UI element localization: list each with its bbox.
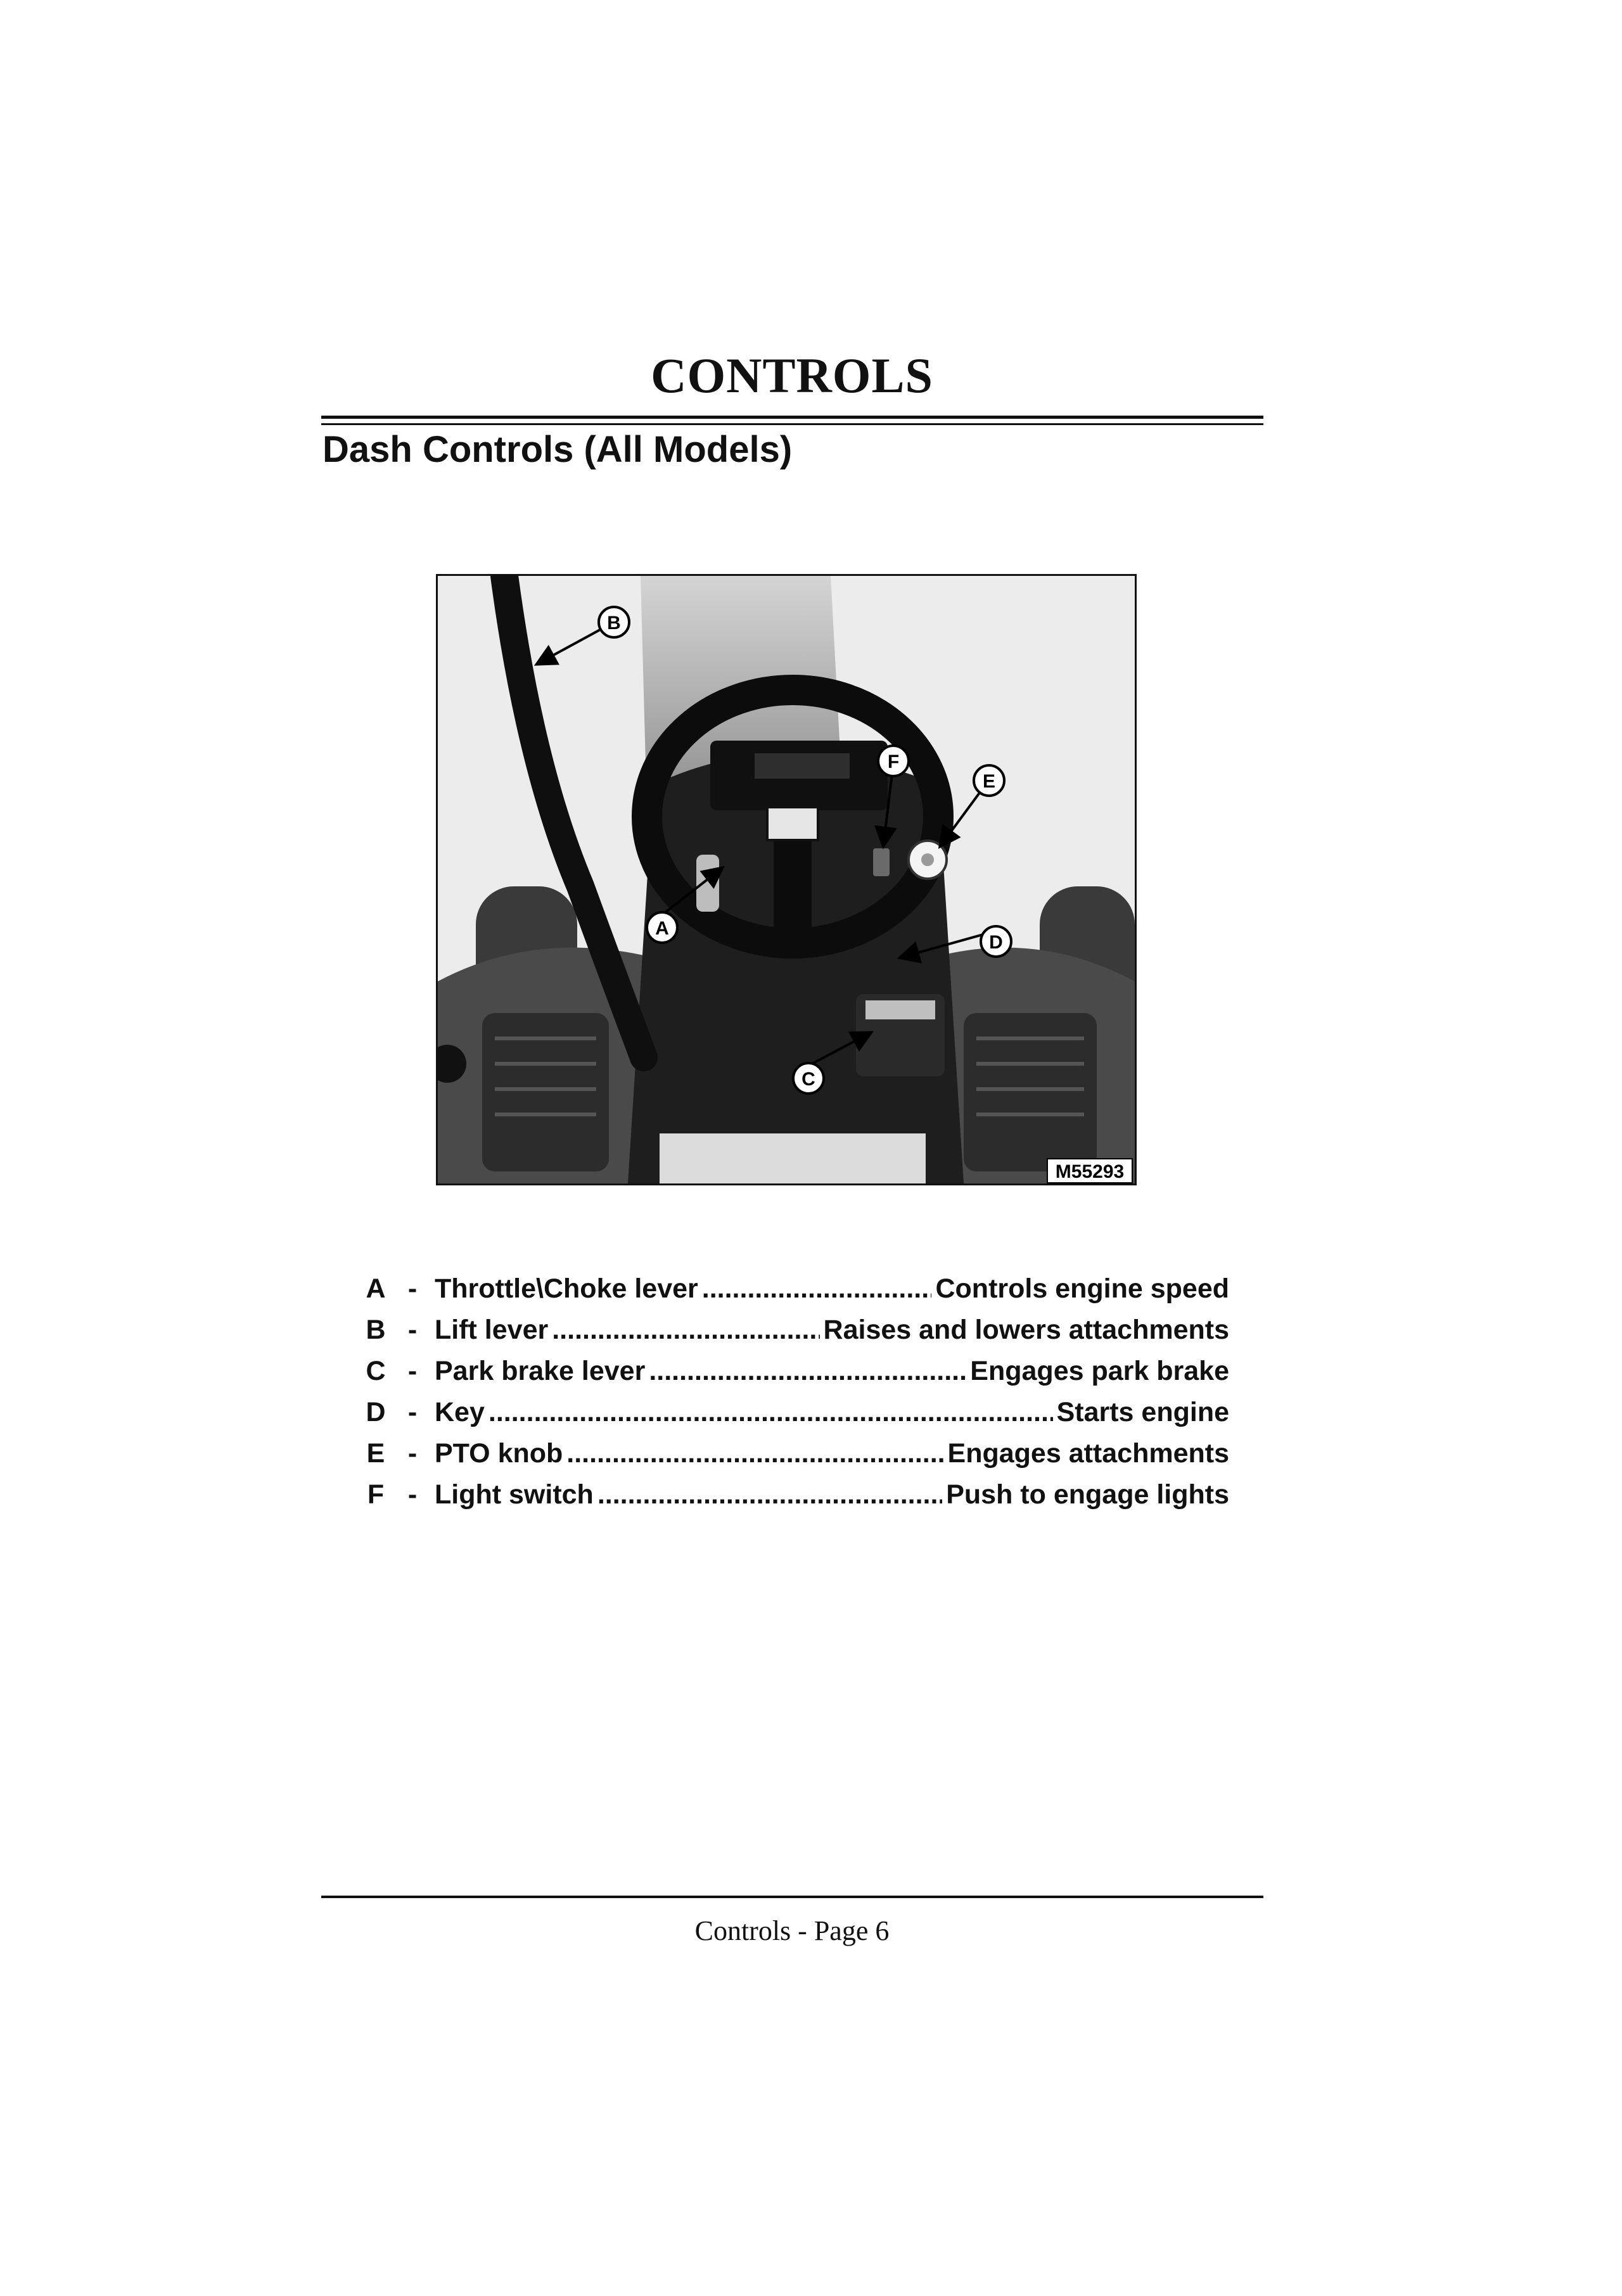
leader-dots xyxy=(552,1315,819,1346)
legend-row xyxy=(361,1273,1229,1315)
legend-description: Push to engage lights xyxy=(946,1479,1229,1510)
callout-c: C xyxy=(801,1069,815,1090)
legend-dash: - xyxy=(407,1273,418,1304)
legend-letter: A xyxy=(366,1273,386,1304)
legend-control-name: Key xyxy=(435,1397,485,1427)
leader-dots xyxy=(702,1273,932,1304)
legend-control-name: Lift lever xyxy=(435,1315,549,1345)
callout-e: E xyxy=(982,771,996,792)
dash-controls-photo xyxy=(436,574,1137,1185)
title-rule xyxy=(321,416,1263,419)
legend-description: Starts engine xyxy=(1056,1397,1229,1427)
section-title: Dash Controls (All Models) xyxy=(322,429,793,470)
legend-dash: - xyxy=(407,1397,418,1427)
deere-logo-plate xyxy=(767,807,818,840)
title-rule-thin xyxy=(321,423,1263,425)
legend-row xyxy=(361,1438,1229,1479)
leader-dots xyxy=(566,1438,943,1469)
legend-control-name: Light switch xyxy=(435,1479,594,1510)
page-footer: Controls - Page 6 xyxy=(694,1915,890,1946)
page-title: CONTROLS xyxy=(651,348,933,403)
legend-description: Raises and lowers attachments xyxy=(823,1315,1229,1345)
warning-decal xyxy=(660,1133,926,1183)
legend-letter: C xyxy=(366,1356,386,1386)
legend-row xyxy=(361,1397,1229,1438)
throttle-lever-shape xyxy=(696,855,719,912)
legend-letter: D xyxy=(366,1397,386,1427)
legend-row xyxy=(361,1479,1229,1521)
leader-dots xyxy=(489,1397,1053,1428)
footer-rule xyxy=(321,1896,1263,1898)
legend-row xyxy=(361,1356,1229,1397)
callout-f: F xyxy=(887,751,900,772)
legend-dash: - xyxy=(407,1479,418,1510)
leader-dots xyxy=(597,1479,942,1510)
legend-control-name: Throttle\Choke lever xyxy=(435,1273,698,1304)
legend-description: Engages attachments xyxy=(947,1438,1229,1469)
legend-dash: - xyxy=(407,1356,418,1386)
legend-dash: - xyxy=(407,1438,418,1469)
legend-description: Engages park brake xyxy=(970,1356,1229,1386)
legend-control-name: PTO knob xyxy=(435,1438,563,1469)
legend-letter: F xyxy=(367,1479,385,1510)
legend-letter: B xyxy=(366,1315,386,1345)
legend-row xyxy=(361,1315,1229,1356)
callout-d: D xyxy=(989,932,1003,953)
controls-legend xyxy=(361,1273,1229,1521)
tractor-dash-illustration xyxy=(438,576,1135,1183)
callout-a: A xyxy=(655,918,669,939)
light-switch-shape xyxy=(873,848,890,876)
callout-b: B xyxy=(607,613,621,634)
legend-description: Controls engine speed xyxy=(935,1273,1229,1304)
photo-id-label: M55293 xyxy=(1055,1161,1125,1182)
leader-dots xyxy=(649,1356,966,1387)
legend-dash: - xyxy=(407,1315,418,1345)
legend-letter: E xyxy=(366,1438,385,1469)
legend-control-name: Park brake lever xyxy=(435,1356,646,1386)
